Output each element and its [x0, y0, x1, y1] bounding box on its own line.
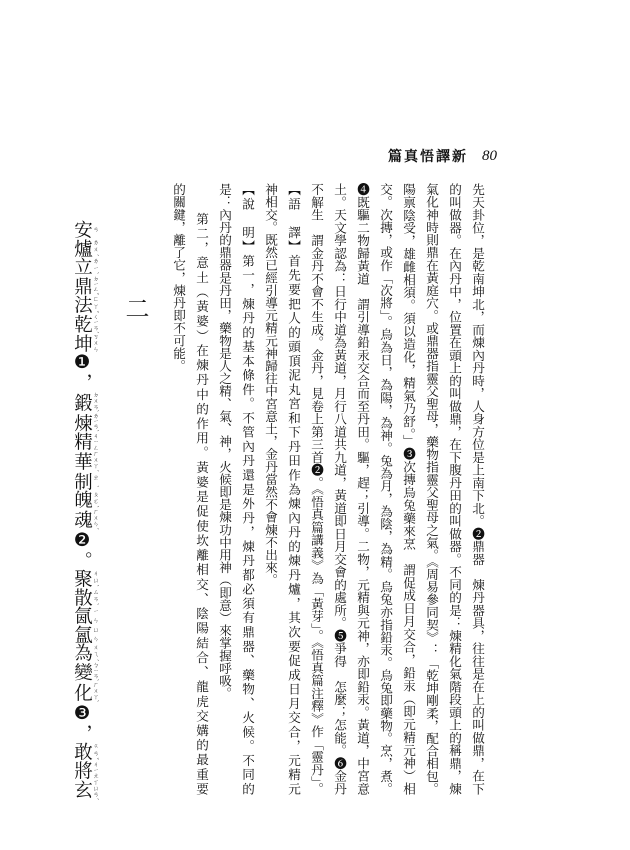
- verse-char-text: 坤: [71, 333, 93, 353]
- verse-char-text: 煉: [71, 412, 93, 433]
- note-line: 不解生 謂金丹不會不生成。金丹，見卷上第三首❷。《悟真篇講義》為「黃芽」。《悟真篇注釋》作「靈丹」。: [309, 183, 324, 795]
- verse-char-text: 精: [71, 432, 93, 451]
- verse-character: [71, 742, 99, 761]
- verse-character: [71, 779, 99, 801]
- verse-char-text: 鍛: [71, 391, 93, 413]
- verse-character: [72, 551, 93, 570]
- verse-char-text: 立: [71, 257, 93, 276]
- verse-character: [71, 275, 99, 296]
- zhuyin-annotation: ㄓˋ: [91, 471, 99, 491]
- verse-char-text: 制: [71, 471, 93, 491]
- zhuyin-annotation: ㄏㄨㄚˊ: [91, 450, 99, 472]
- zhuyin-annotation: ㄐㄩˋ: [91, 569, 99, 588]
- zhuyin-annotation: ㄍㄢˇ: [91, 742, 99, 761]
- verse-char-text: 乾: [71, 313, 93, 334]
- verse-character: [71, 333, 99, 353]
- verse-character: [71, 471, 99, 491]
- verse-character: [71, 450, 99, 472]
- zhuyin-annotation: ㄉㄨㄢˋ: [91, 391, 99, 413]
- verse-char-text: ，: [71, 373, 93, 392]
- verse-character: [71, 295, 99, 314]
- verse-character: [71, 490, 99, 509]
- translation-line: 【語 譯】首先要把人的頭頂泥丸宮和下丹田作為煉內丹的煉丹爐，其次要促成日月交合，元精元: [286, 183, 301, 795]
- zhuyin-annotation: ㄌㄧˋ: [91, 257, 99, 276]
- verse-char-text: 玄: [71, 779, 93, 801]
- verse-character: [71, 313, 99, 334]
- verse-char-text: 爐: [71, 238, 93, 257]
- zhuyin-annotation: ㄒㄩㄢˊ: [91, 779, 99, 801]
- verse-character: [71, 681, 99, 703]
- note-line: 土。天文學認為：日行中道為黃道，月行八道共九道，黃道即日月交會的處所。❺爭得 怎麼；怎能。❻金丹: [332, 183, 347, 795]
- verse-character: [71, 760, 99, 780]
- verse-char-text: 安: [71, 220, 93, 239]
- verse-char-text: ，: [71, 723, 93, 743]
- zhuyin-annotation: ㄐㄧㄥ: [91, 432, 99, 451]
- zhuyin-annotation: ㄙㄢˋ: [91, 587, 99, 607]
- zhuyin-annotation: ㄏㄨㄚˋ: [91, 681, 99, 703]
- verse-char-text: 鼎: [71, 275, 93, 296]
- verse-char-text: 法: [71, 295, 93, 314]
- zhuyin-annotation: ㄌㄨˊ: [91, 238, 99, 257]
- note-line: ❹既驅二物歸黃道 謂引導鉛汞交合而至丹田。驅，趕；引導。二物，元精與元神，亦即鉛汞。黃道，中宮意: [355, 183, 370, 795]
- verse-character: [72, 373, 93, 392]
- zhuyin-annotation: ㄎㄨㄣ: [91, 333, 99, 353]
- page-number: 80: [482, 147, 497, 164]
- verse-character: [71, 624, 99, 644]
- explanation-line: 的關鍵，離了它，煉丹即不可能。: [171, 183, 186, 372]
- verse-char-text: 聚: [71, 569, 93, 588]
- verse-character: [71, 412, 99, 433]
- verse-character: [71, 587, 99, 607]
- book-title: 新譯悟真篇: [388, 149, 468, 165]
- verse-character: [71, 220, 99, 239]
- zhuyin-annotation: ㄉㄧㄥˇ: [91, 275, 99, 296]
- verse-character: [71, 432, 99, 451]
- verse-char-text: 氤: [71, 606, 93, 625]
- note-line: 氣化神時則鼎在黃庭穴。或鼎器指靈父聖母，藥物指靈父聖母之氣。《周易參同契》：「乾坤剛柔，配合相包。: [424, 183, 439, 795]
- verse-character: [71, 606, 99, 625]
- verse-char-text: 變: [71, 661, 93, 682]
- zhuyin-annotation: ㄌㄧㄢˋ: [91, 412, 99, 433]
- zhuyin-annotation: ㄑㄧㄢˊ: [91, 313, 99, 334]
- zhuyin-annotation: ㄆㄛˋ: [91, 490, 99, 509]
- verse-char-text: 魂: [71, 508, 93, 530]
- verse-char-text: ❷: [71, 529, 93, 551]
- zhuyin-annotation: ㄈㄚˇ: [91, 295, 99, 314]
- note-line: 先天卦位，是乾南坤北，而煉內丹時，人身方位是上南下北。❷鼎器 煉丹器具，往往是在上的叫做鼎，在下: [470, 183, 485, 795]
- verse-char-text: ❶: [71, 352, 93, 374]
- verse-char-text: 將: [71, 760, 93, 780]
- verse-character: [71, 508, 99, 530]
- verse-character: [72, 724, 93, 743]
- verse-char-text: 敢: [71, 742, 93, 761]
- section-number: 二: [121, 296, 149, 320]
- running-header: [388, 146, 497, 166]
- note-line: 的叫做器。在內丹中，位置在頭上的叫做鼎，在下腹丹田的叫做器。不同的是：煉精化氣階段頭上的稱鼎，煉: [447, 183, 462, 795]
- verse-char-text: 魄: [71, 490, 93, 509]
- verse-character: [71, 643, 99, 662]
- zhuyin-annotation: ㄩㄣ: [91, 624, 99, 644]
- verse-character: [72, 703, 93, 724]
- explanation-line: 【說 明】第一，煉丹的基本條件。不管內丹還是外丹，煉丹都必須有鼎器、藥物、火候。不同的: [240, 183, 255, 795]
- verse-char-text: 。: [71, 550, 93, 570]
- verse-character: [72, 352, 93, 373]
- verse-character: [71, 257, 99, 276]
- verse-text: [64, 220, 98, 800]
- zhuyin-annotation: ㄐㄧㄤ: [91, 760, 99, 780]
- zhuyin-annotation: ㄨㄟˊ: [91, 643, 99, 662]
- verse-char-text: 華: [71, 450, 93, 472]
- verse-char-text: ❸: [71, 702, 93, 724]
- zhuyin-annotation: ㄏㄨㄣˊ: [91, 508, 99, 530]
- verse-character: [71, 238, 99, 258]
- zhuyin-annotation: ㄅㄧㄢˋ: [91, 661, 99, 682]
- explanation-line: 第二，意土（黃婆）在煉丹中的作用。黃婆是促使坎離相交、陰陽結合、龍虎交媾的最重要: [194, 183, 209, 795]
- note-line: 交。次摶，或作「次將」。烏為日，為陽，為神。兔為月，為陰，為精。烏兔亦指鉛汞。烏兔即藥物。烹，煮。: [378, 183, 393, 795]
- verse-character: [71, 391, 99, 413]
- verse-character: [72, 530, 93, 551]
- verse-char-text: 氳: [71, 624, 93, 644]
- translation-line: 神相交。既然已經引導元精元神歸往中宮意土，金丹當然不會煉不出來。: [263, 183, 278, 587]
- explanation-line: 是：內丹的鼎器是丹田，藥物是人之精、氣、神，火候即是煉功中用神（即意）來掌握呼吸。: [217, 183, 232, 700]
- verse-char-text: 化: [71, 681, 93, 703]
- note-line: 陽禀陰受，雄雌相須。須以造化，精氣乃舒。」❸次摶烏兔藥來烹 謂促成日月交合，鉛汞（即元精元神）相: [401, 183, 416, 795]
- verse-char-text: 散: [71, 587, 93, 607]
- verse-character: [71, 569, 99, 588]
- verse-character: [71, 661, 99, 682]
- verse-char-text: 為: [71, 643, 93, 662]
- zhuyin-annotation: ㄢ: [91, 220, 99, 239]
- zhuyin-annotation: ㄧㄣ: [91, 606, 99, 625]
